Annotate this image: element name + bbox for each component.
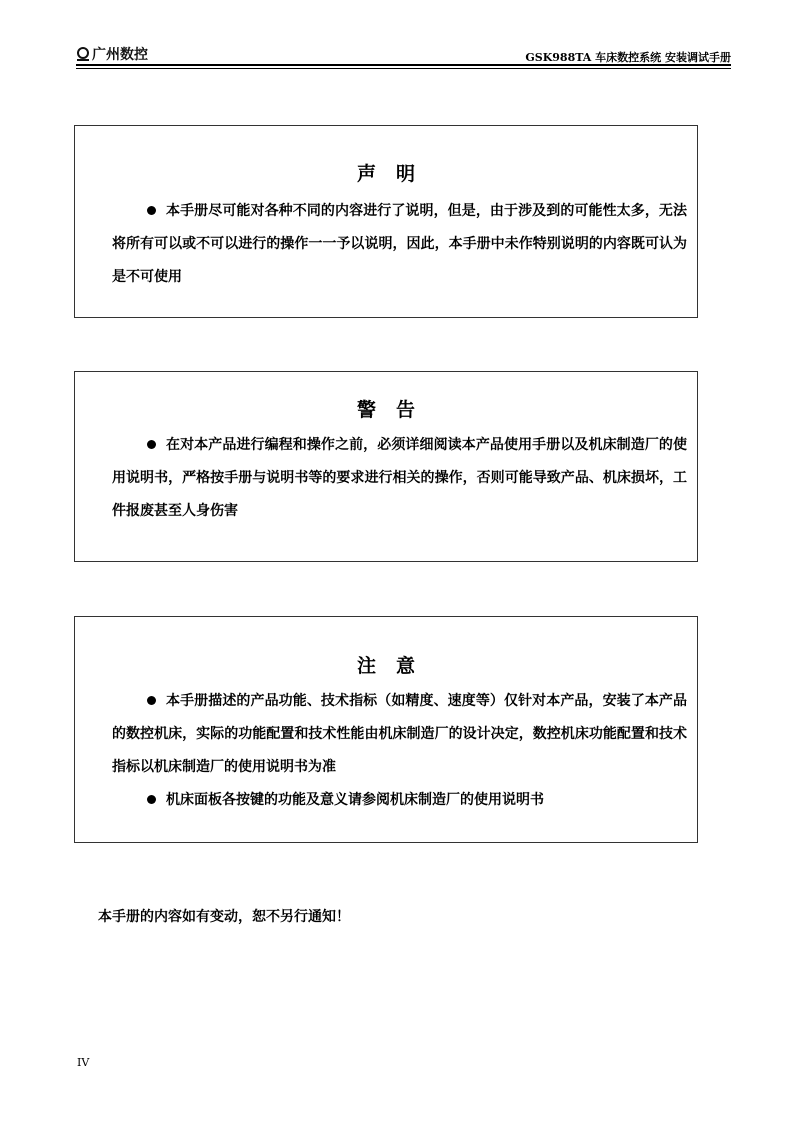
notice-body [112,685,687,817]
statement-title: 声明 [356,163,435,185]
company-logo [76,44,148,64]
notice-text-1: 本手册描述的产品功能、技术指标（如精度、速度等）仅针对本产品，安装了本产品的数控机床，实际的功能配置和技术性能由机床制造厂的设计决定，数控机床功能配置和技术指标以机床制造厂的使用说明书为准 [112,693,687,775]
statement-text: 本手册尽可能对各种不同的内容进行了说明，但是，由于涉及到的可能性太多，无法将所有可以或不可以进行的操作一一予以说明，因此，本手册中未作特别说明的内容既可认为是不可使用 [112,203,687,285]
logo-text: 广州数控 [92,47,148,63]
document-title: GSK988TA 车床数控系统 安装调试手册 [525,51,731,64]
header-rule-thin [76,68,731,69]
list-item [112,685,687,784]
list-item [112,429,687,528]
bullet-icon [147,440,156,449]
header-rule-thick [76,64,731,66]
notice-title: 注意 [356,655,435,677]
statement-body [112,195,687,294]
gsk-logo-icon [76,47,90,61]
warning-body [112,429,687,528]
bullet-icon [147,696,156,705]
list-item [112,195,687,294]
notice-box [74,616,698,843]
warning-title: 警告 [356,399,435,421]
change-notice: 本手册的内容如有变动，恕不另行通知！ [98,909,350,925]
page-number: IV [77,1056,90,1069]
list-item [112,784,687,817]
warning-text: 在对本产品进行编程和操作之前，必须详细阅读本产品使用手册以及机床制造厂的使用说明书，严格按手册与说明书等的要求进行相关的操作，否则可能导致产品、机床损坏，工件报废甚至人身伤害 [112,437,687,519]
bullet-icon [147,795,156,804]
statement-box [74,125,698,318]
bullet-icon [147,206,156,215]
notice-text-2: 机床面板各按键的功能及意义请参阅机床制造厂的使用说明书 [166,792,544,808]
warning-box [74,371,698,562]
